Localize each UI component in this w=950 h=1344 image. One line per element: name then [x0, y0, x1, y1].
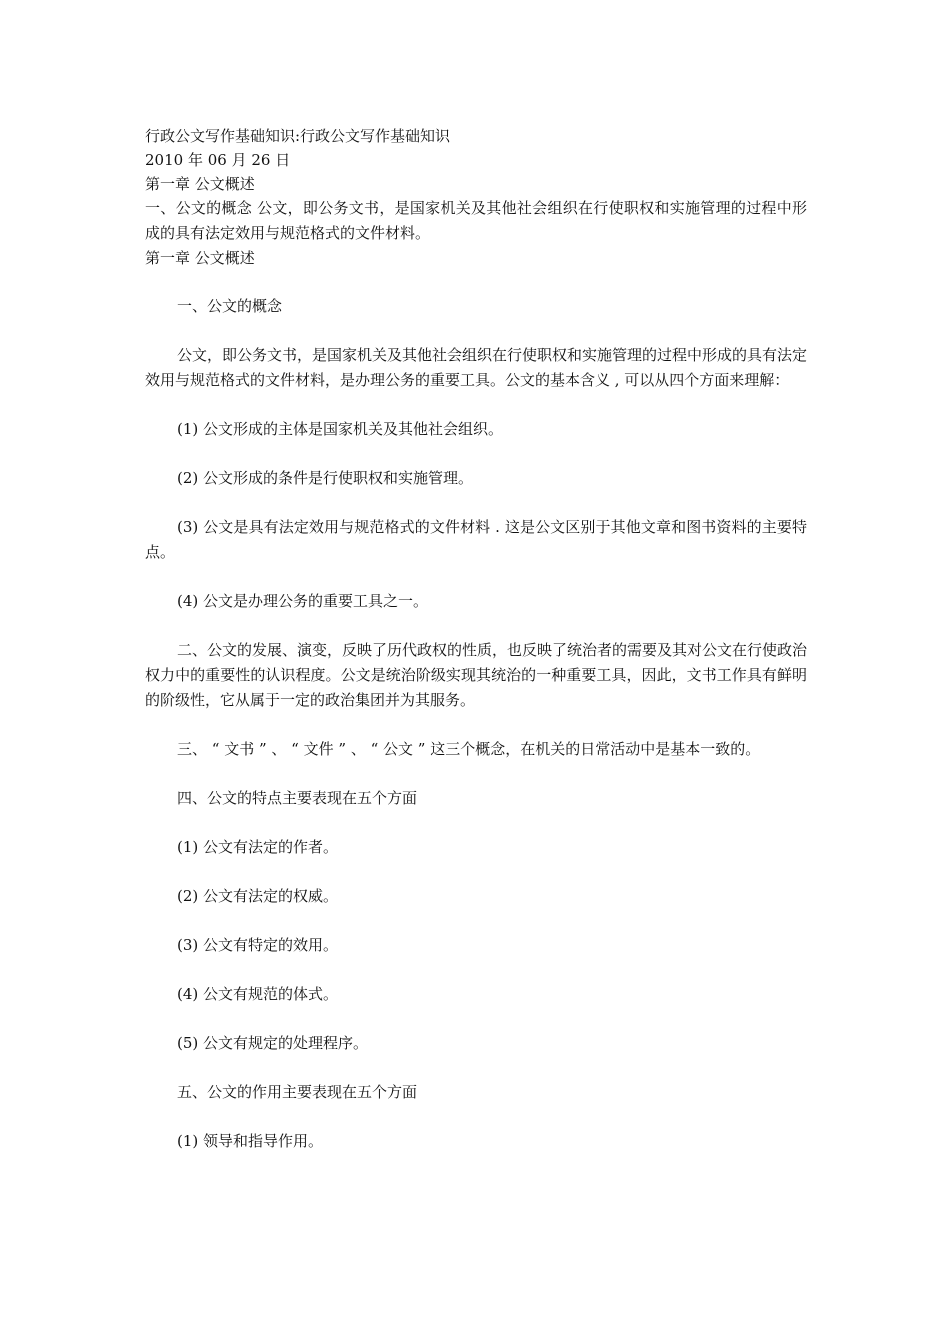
chapter-heading: 第一章 公文概述 — [145, 175, 255, 193]
list-item: (5) 公文有规定的处理程序。 — [177, 1034, 369, 1052]
document-page — [145, 124, 807, 1154]
summary-paragraph: 一、公文的概念 公文，即公务文书，是国家机关及其他社会组织在行使职权和实施管理的过程中形成的具有法定效用与规范格式的文件材料。 — [145, 199, 807, 242]
definition-paragraph: 公文，即公务文书，是国家机关及其他社会组织在行使职权和实施管理的过程中形成的具有法定效用与规范格式的文件材料，是办理公务的重要工具。公文的基本含义 , 可以从四个方面来理解： — [145, 346, 808, 389]
section-heading-functions: 五、公文的作用主要表现在五个方面 — [177, 1083, 418, 1101]
list-item: (1) 公文形成的主体是国家机关及其他社会组织。 — [177, 420, 504, 438]
list-item: (1) 领导和指导作用。 — [177, 1132, 324, 1150]
list-item: (1) 公文有法定的作者。 — [177, 838, 339, 856]
terms-paragraph: 三、 “ 文书 ” 、 “ 文件 ” 、 “ 公文 ” 这三个概念，在机关的日常活动中是基本一致的。 — [177, 740, 761, 758]
history-paragraph: 二、公文的发展、演变，反映了历代政权的性质，也反映了统治者的需要及其对公文在行使政治权力中的重要性的认识程度。公文是统治阶级实现其统治的一种重要工具，因此，文书工作具有鲜明的阶级性，它从属于一定的政治集团并为其服务。 — [145, 641, 808, 709]
list-item: (4) 公文是办理公务的重要工具之一。 — [177, 592, 429, 610]
list-item: (3) 公文是具有法定效用与规范格式的文件材料 . 这是公文区别于其他文章和图书资料的主要特点。 — [145, 518, 807, 561]
list-item: (3) 公文有特定的效用。 — [177, 936, 339, 954]
list-item: (2) 公文有法定的权威。 — [177, 887, 339, 905]
publish-date: 2010 年 06 月 26 日 — [145, 151, 291, 169]
section-heading-concept: 一、公文的概念 — [177, 297, 283, 315]
document-title: 行政公文写作基础知识:行政公文写作基础知识 — [145, 127, 451, 145]
chapter-heading-repeat: 第一章 公文概述 — [145, 249, 255, 267]
list-item: (2) 公文形成的条件是行使职权和实施管理。 — [177, 469, 474, 487]
section-heading-features: 四、公文的特点主要表现在五个方面 — [177, 789, 418, 807]
list-item: (4) 公文有规范的体式。 — [177, 985, 339, 1003]
